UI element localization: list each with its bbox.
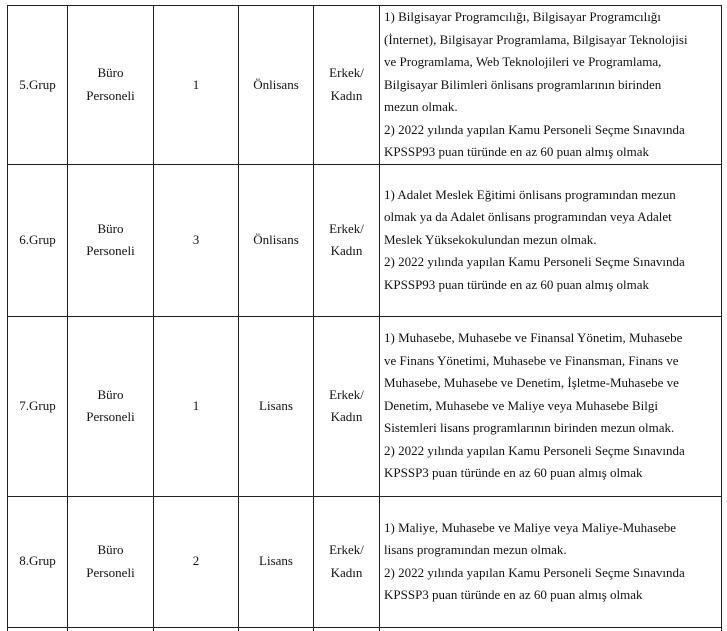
count-cell: 3 xyxy=(154,164,239,316)
position-cell: Büro Personeli xyxy=(68,164,154,316)
position-cell: Büro Personeli xyxy=(68,316,154,496)
position-cell: Büro Personeli xyxy=(68,496,154,627)
conditions-cell: 1) Adalet Meslek Eğitimi önlisans programından mezun olmak ya da Adalet önlisans programından veya Adalet Meslek Yüksekokulundan mezun olmak. 2) 2022 yılında yapılan Kamu Personeli Seçme Sınavında KPSSP93 puan türünde en az 60 puan almış olmak xyxy=(380,164,722,316)
education-cell: Önlisans xyxy=(239,6,314,165)
conditions-cell: 1) Bilgisayar Programcılığı, Bilgisayar Programcılığı (İnternet), Bilgisayar Programlama, Bilgisayar Teknolojisi ve Programlama, Web Teknolojileri ve Programlama, Bilgisayar Bilimleri önlisans programlarının birinden mezun olmak. 2) 2022 yılında yapılan Kamu Personeli Seçme Sınavında KPSSP93 puan türünde en az 60 puan almış olmak xyxy=(380,6,722,165)
count-cell: 1 xyxy=(154,6,239,165)
table-row xyxy=(8,164,722,316)
education-cell: Lisans xyxy=(239,316,314,496)
table-row xyxy=(8,496,722,627)
recruitment-table xyxy=(7,5,722,631)
gender-cell: Erkek/ Kadın xyxy=(314,164,380,316)
group-cell: 8.Grup xyxy=(8,496,68,627)
group-cell: 5.Grup xyxy=(8,6,68,165)
count-cell: 2 xyxy=(154,496,239,627)
gender-cell: Erkek/ Kadın xyxy=(314,496,380,627)
group-cell: 7.Grup xyxy=(8,316,68,496)
count-cell: 1 xyxy=(154,316,239,496)
education-cell: Önlisans xyxy=(239,164,314,316)
gender-cell: Erkek/ Kadın xyxy=(314,6,380,165)
conditions-cell: 1) Maliye, Muhasebe ve Maliye veya Maliye-Muhasebe lisans programından mezun olmak. 2) 2022 yılında yapılan Kamu Personeli Seçme Sınavında KPSSP3 puan türünde en az 60 puan almış olmak xyxy=(380,496,722,627)
position-cell: Büro Personeli xyxy=(68,6,154,165)
gender-cell: Erkek/ Kadın xyxy=(314,316,380,496)
conditions-cell: 1) Muhasebe, Muhasebe ve Finansal Yönetim, Muhasebe ve Finans Yönetimi, Muhasebe ve Finansman, Finans ve Muhasebe, Muhasebe ve Denetim, İşletme-Muhasebe ve Denetim, Muhasebe ve Maliye veya Muhasebe Bilgi Sistemleri lisans programlarının birinden mezun olmak. 2) 2022 yılında yapılan Kamu Personeli Seçme Sınavında KPSSP3 puan türünde en az 60 puan almış olmak xyxy=(380,316,722,496)
table-row xyxy=(8,6,722,165)
table-row xyxy=(8,316,722,496)
education-cell: Lisans xyxy=(239,496,314,627)
group-cell: 6.Grup xyxy=(8,164,68,316)
